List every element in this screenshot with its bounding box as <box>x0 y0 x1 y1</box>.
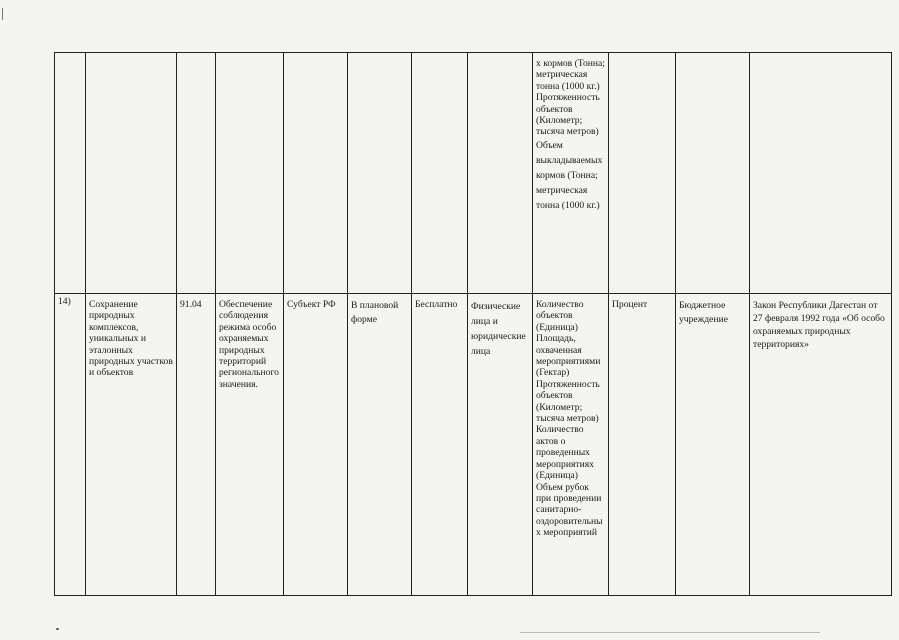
cell-empty <box>676 53 750 294</box>
scan-artifact-top <box>2 8 3 20</box>
indicator-item: х кормов (Тонна; метрическая тонна (1000 кг.) <box>536 58 605 92</box>
table-row-continuation <box>55 53 892 294</box>
cell-empty <box>348 53 412 294</box>
cell-empty <box>412 53 468 294</box>
cell-indicators <box>533 294 609 596</box>
indicator-item: Протяженность объектов (Километр; тысяча метров) <box>536 92 600 138</box>
cell-form: В плановой форме <box>348 294 412 596</box>
indicator-item: Количество объектов (Единица) <box>536 299 584 333</box>
cell-legal-basis: Закон Республики Дагестан от 27 февраля 1992 года «Об особо охраняемых природных территориях» <box>750 294 892 596</box>
table-row-14 <box>55 294 892 596</box>
cell-payment: Бесплатно <box>412 294 468 596</box>
cell-code: 91.04 <box>177 294 216 596</box>
cell-recipients: Физические лица и юридические лица <box>468 294 533 596</box>
cell-level: Субъект РФ <box>284 294 348 596</box>
cell-empty <box>750 53 892 294</box>
indicator-item: Количество актов о проведенных мероприятиях (Единица) <box>536 424 594 482</box>
cell-indicators <box>533 53 609 294</box>
scan-speck <box>56 628 59 630</box>
cell-empty <box>284 53 348 294</box>
scan-artifact-bottom-line <box>520 632 820 633</box>
indicator-item: Объем выкладываемых кормов (Тонна; метрическая тонна (1000 кг.) <box>536 139 603 211</box>
cell-empty <box>216 53 284 294</box>
cell-empty <box>86 53 177 294</box>
row-number: 14) <box>55 294 86 596</box>
cell-unit: Процент <box>609 294 676 596</box>
services-table <box>54 52 892 596</box>
indicator-item: Протяженность объектов (Километр; тысяча метров) <box>536 378 600 425</box>
indicator-item: Объем рубок при проведении санитарно-оздоровительных мероприятий <box>536 481 603 539</box>
cell-empty <box>609 53 676 294</box>
cell-empty <box>55 53 86 294</box>
cell-empty <box>177 53 216 294</box>
cell-institution-type: Бюджетное учреждение <box>676 294 750 596</box>
indicator-item: Площадь, охваченная мероприятиями (Гектар) <box>536 333 601 379</box>
cell-service-name: Сохранение природных комплексов, уникальных и эталонных природных участков и объектов <box>86 294 177 596</box>
cell-content: Обеспечение соблюдения режима особо охраняемых природных территорий регионального значения. <box>216 294 284 596</box>
cell-empty <box>468 53 533 294</box>
